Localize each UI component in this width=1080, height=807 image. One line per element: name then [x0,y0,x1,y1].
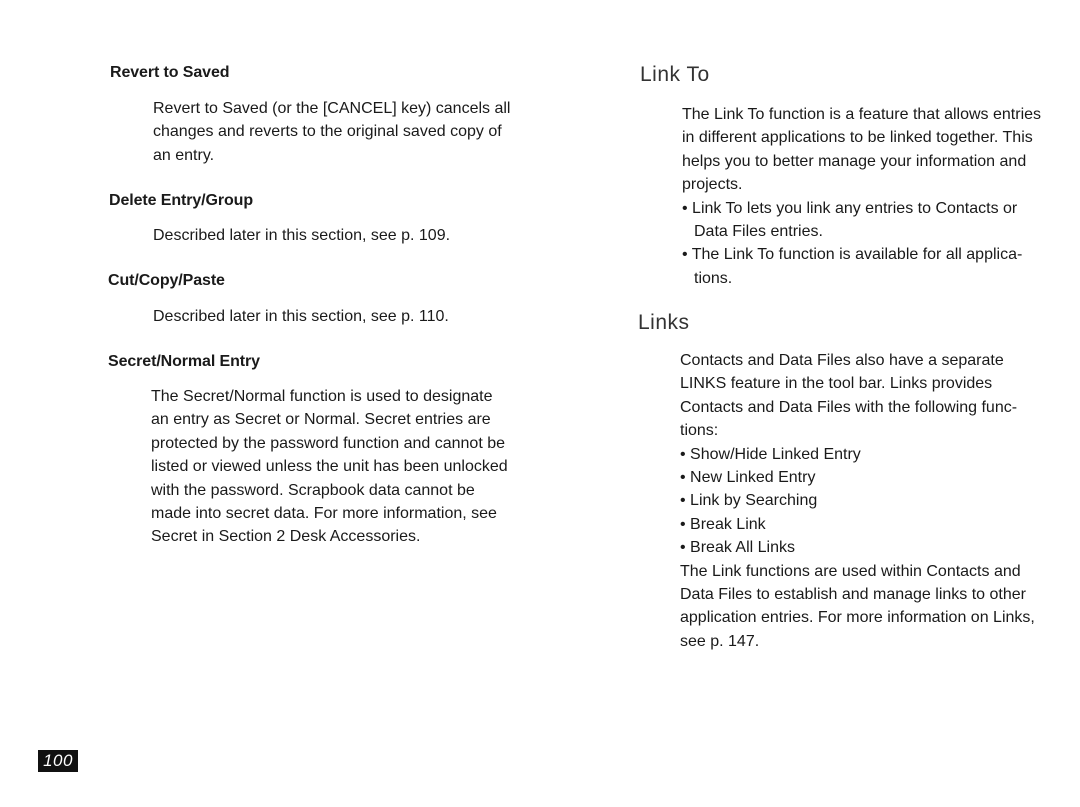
secret-normal-entry-text [151,385,508,549]
text-line: projects. [682,176,743,194]
cut-copy-paste-text [153,305,449,328]
text-line: Secret in Section 2 Desk Accessories. [151,528,421,546]
text-line: changes and reverts to the original saved copy of [153,123,502,141]
text-line: The Secret/Normal function is used to designate [151,388,493,405]
list-item: • Break Link [680,515,766,533]
text-line: Contacts and Data Files with the following func- [680,398,1018,416]
text-line: Described later in this section, see p. 109. [153,227,451,244]
text-line: Revert to Saved (or the [CANCEL] key) cancels all [153,100,511,117]
list-item-continuation: tions. [694,269,733,287]
text-line: see p. 147. [680,632,760,650]
list-item: • Show/Hide Linked Entry [680,445,861,463]
list-item: • Link by Searching [680,492,818,510]
text-line: an entry. [153,146,215,164]
text-line: Contacts and Data Files also have a separate [680,352,1004,369]
text-line: helps you to better manage your information and [682,152,1027,170]
text-line: listed or viewed unless the unit has been unlocked [151,458,508,476]
text-line: protected by the password function and cannot be [151,434,506,452]
links-heading: Links [638,311,690,334]
link-to-text [682,103,1041,290]
text-line: Described later in this section, see p. 110. [153,308,449,325]
text-line: The Link To function is a feature that allows entries [682,106,1042,123]
delete-entry-group-heading: Delete Entry/Group [109,192,254,209]
text-line: LINKS feature in the tool bar. Links provides [680,375,993,393]
text-line: in different applications to be linked together. This [682,129,1033,147]
text-line: with the password. Scrapbook data cannot be [151,481,475,499]
text-line: Data Files to establish and manage links to other [680,586,1026,604]
secret-normal-entry-heading: Secret/Normal Entry [108,353,260,370]
list-item: • Link To lets you link any entries to Contacts or [682,199,1018,217]
text-line: tions: [680,422,719,440]
text-line: an entry as Secret or Normal. Secret entries are [151,411,491,429]
link-to-heading: Link To [640,63,710,86]
revert-to-saved-heading: Revert to Saved [110,64,230,81]
text-line: application entries. For more information on Links, [680,609,1035,627]
list-item: • New Linked Entry [680,469,816,487]
list-item: • The Link To function is available for all applica- [682,246,1023,264]
text-line: The Link functions are used within Contacts and [680,562,1021,580]
links-text [680,349,1035,653]
list-item: • Break All Links [680,539,795,557]
page-number-badge: 100 [38,750,78,772]
revert-to-saved-text [153,97,510,167]
delete-entry-group-text [153,224,450,247]
text-line: made into secret data. For more information, see [151,505,497,523]
list-item-continuation: Data Files entries. [694,223,823,241]
cut-copy-paste-heading: Cut/Copy/Paste [108,272,225,289]
